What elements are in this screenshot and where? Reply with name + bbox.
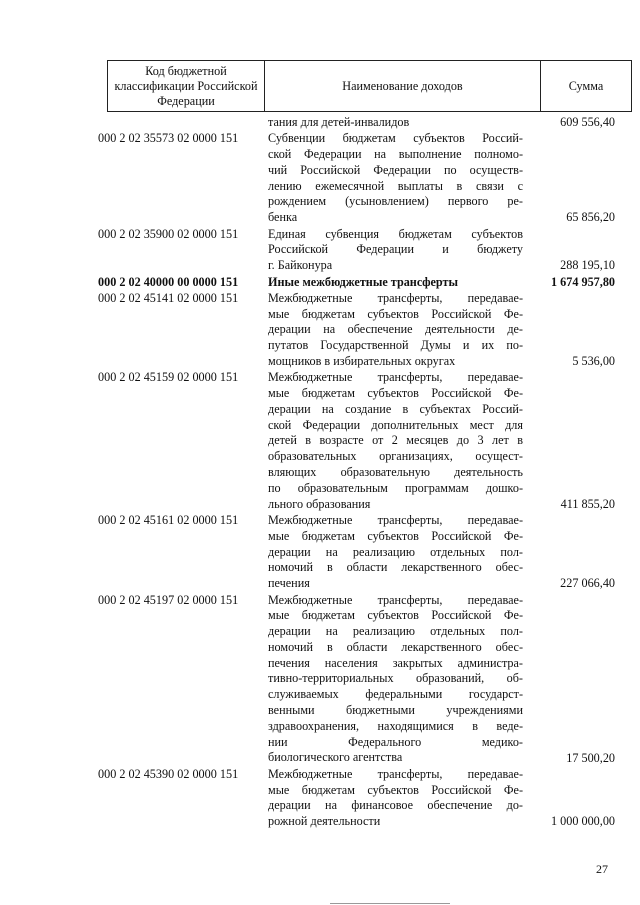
amount-value: 288 195,10 [560,258,615,273]
amount-value: 609 556,40 [560,115,615,129]
budget-code: 000 2 02 35900 02 0000 151 [98,226,239,241]
income-name-line: Единая субвенция бюджетам субъектов [268,226,523,241]
income-name-line: дерации на реализацию отдельных пол- [268,544,523,559]
header-sum-column: Сумма [568,78,604,93]
income-name-line: Российской Федерации и бюджету [268,242,523,257]
income-name-line: номочий в области лекарственного обес- [268,560,523,575]
income-name [268,227,523,274]
income-name-line: вляющих образовательную деятельность [268,465,523,480]
income-name-line: нии Федерального медико- [268,734,523,749]
income-name-line: ской Федерации на выполнение полномо- [268,147,523,162]
income-name [268,291,523,370]
income-name-line: мые бюджетам субъектов Российской Фе- [268,528,523,543]
income-name-line: путатов Государственной Думы и их по- [268,338,523,353]
income-name-line: венными бюджетными учреждениями [268,703,523,718]
income-name-line: биологического агентства [268,750,403,765]
budget-code: 000 2 02 45390 02 0000 151 [98,766,239,781]
amount-value: 227 066,40 [560,576,615,591]
page-number: 27 [596,862,608,876]
income-name-line: дерации на финансовое обеспечение до- [268,798,523,813]
income-name [268,767,523,830]
budget-code: 000 2 02 40000 00 0000 151 [98,274,239,289]
income-name-line: печения [268,576,310,591]
income-name-line: мощников в избирательных округах [268,353,456,368]
income-name [268,115,523,131]
income-name-line: по образовательным программам дошко- [268,480,523,495]
income-name-line: дерации на создание в субъектах Россий- [268,401,523,416]
income-name [268,370,523,512]
income-name-line: льного образования [268,496,371,511]
income-name-line: Субвенции бюджетам субъектов Россий- [268,131,523,146]
income-name-line: ской Федерации дополнительных мест для [268,417,523,432]
income-name [268,275,523,291]
income-name-line: Межбюджетные трансферты, передавае- [268,370,523,385]
income-name-line: Межбюджетные трансферты, передавае- [268,513,523,527]
income-name-line: рождением (усыновлением) первого ре- [268,194,523,209]
income-name-line: здравоохранения, находящимися в веде- [268,718,523,733]
income-name-line: мые бюджетам субъектов Российской Фе- [268,386,523,401]
income-name-line: мые бюджетам субъектов Российской Фе- [268,782,523,797]
income-name [268,131,523,226]
income-name-line: мые бюджетам субъектов Российской Фе- [268,608,523,623]
income-name-line: Межбюджетные трансферты, передавае- [268,290,523,305]
budget-code: 000 2 02 45141 02 0000 151 [98,290,239,305]
amount-value: 17 500,20 [566,750,615,765]
income-name-line: служиваемых федеральными государст- [268,687,523,702]
income-name [268,513,523,592]
amount-value: 65 856,20 [566,210,615,225]
income-name-line: Иные межбюджетные трансферты [268,274,459,289]
income-name-line: Межбюджетные трансферты, передавае- [268,766,523,781]
amount-value: 411 855,20 [560,496,615,511]
budget-code: 000 2 02 35573 02 0000 151 [98,131,239,146]
header-code-column: Код бюджетной классификации Российской Федерации [108,61,265,111]
income-name-line: тания для детей-инвалидов [268,115,410,129]
income-name-line: образовательных организациях, осущест- [268,449,523,464]
header-name-column: Наименование доходов [265,61,541,111]
income-name-line: г. Байконура [268,258,333,273]
footer-rule [330,903,450,904]
income-name-line: печения населения закрытых администра- [268,655,523,670]
income-name-line: чий Российской Федерации по осуществ- [268,162,523,177]
budget-code: 000 2 02 45197 02 0000 151 [98,592,239,607]
income-name-line: дерации на реализацию отдельных пол- [268,624,523,639]
income-name-line: тивно-территориальных образований, об- [268,671,523,686]
income-name-line: Межбюджетные трансферты, передавае- [268,592,523,607]
amount-value: 1 000 000,00 [551,814,615,829]
income-name-line: лению ежемесячной выплаты в связи с [268,178,523,193]
income-name [268,593,523,767]
amount-value: 5 536,00 [572,353,615,368]
amount-value: 1 674 957,80 [551,274,615,289]
table-header [107,60,632,112]
income-name-line: бенка [268,210,298,225]
income-name-line: детей в возрасте от 2 месяцев до 3 лет в [268,433,523,448]
income-name-line: мые бюджетам субъектов Российской Фе- [268,306,523,321]
income-name-line: рожной деятельности [268,814,381,829]
budget-code: 000 2 02 45159 02 0000 151 [98,370,239,385]
income-name-line: дерации на обеспечение деятельности де- [268,322,523,337]
budget-code: 000 2 02 45161 02 0000 151 [98,513,239,527]
income-name-line: номочий в области лекарственного обес- [268,639,523,654]
